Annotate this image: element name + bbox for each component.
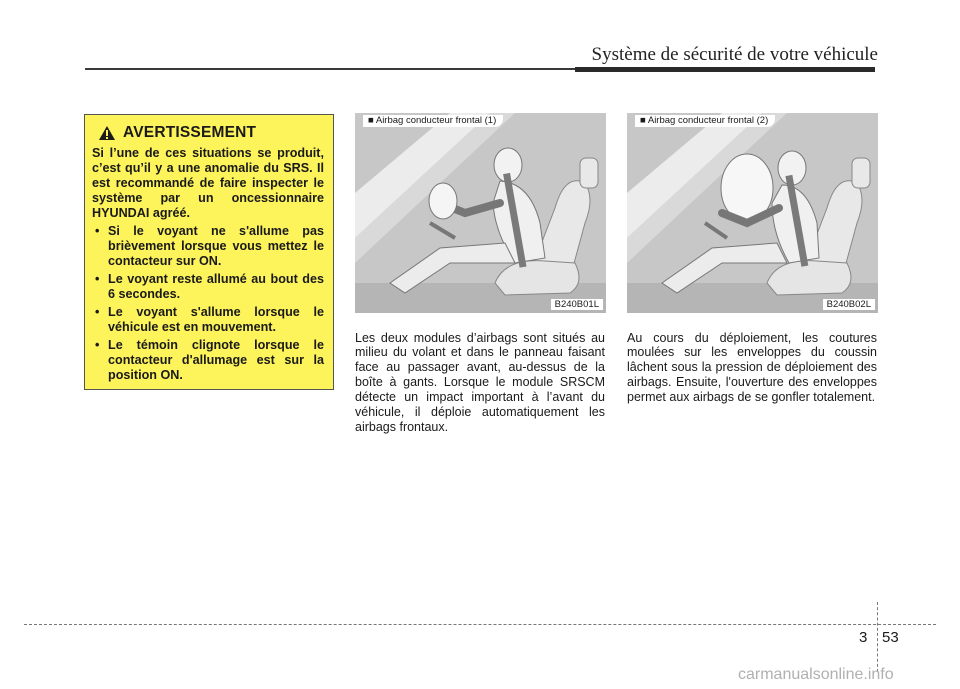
figure-airbag-1 [355,113,606,313]
figure-airbag-2 [627,113,878,313]
page-number: 53 [882,629,899,646]
driver-airbag-deployed-illustration [627,113,878,313]
driver-airbag-illustration [355,113,606,313]
warning-item: • Le témoin clignote lorsque le contacteur d'allumage est sur la position ON. [92,338,324,383]
footer-divider [877,602,878,672]
warning-list [92,224,324,383]
warning-title: AVERTISSEMENT [123,124,257,141]
chapter-title: Système de sécurité de votre véhicule [591,44,878,65]
warning-item: • Le voyant reste allumé au bout des 6 secondes. [92,272,324,302]
figure-label: ■ Airbag conducteur frontal (1) [363,115,503,127]
warning-box [84,114,334,390]
figure-code: B240B02L [823,299,875,310]
watermark: carmanualsonline.info [738,666,894,683]
paragraph-right: Au cours du déploiement, les coutures moulées sur les enveloppes du coussin lâchent sous la pression de déploiement des airbags. Ensuite, l'ouverture des enveloppes permet aux airbags de se gonfler totalement. [627,330,877,405]
warning-intro: Si l’une de ces situations se produit, c’est qu’il y a une anomalie du SRS. Il est recommandé de faire inspecter le système par un oncessionnaire HYUNDAI agréé. [92,146,324,220]
figure-label: ■ Airbag conducteur frontal (2) [635,115,775,127]
warning-header [98,124,324,142]
figure-code: B240B01L [551,299,603,310]
footer-rule [24,624,936,625]
page-chapter: 3 [859,629,868,646]
warning-item: • Le voyant s'allume lorsque le véhicule est en mouvement. [92,305,324,335]
header-rule-accent [575,67,875,72]
paragraph-left: Les deux modules d’airbags sont situés au milieu du volant et dans le panneau faisant face au passager avant, au-dessus de la boîte à gants. Lorsque le module SRSCM détecte un impact important à l’avant du véhicule, il déploie automatiquement les airbags frontaux. [355,330,605,434]
warning-triangle-icon [98,125,116,141]
warning-item: • Si le voyant ne s'allume pas brièvement lorsque vous mettez le contacteur sur ON. [92,224,324,269]
